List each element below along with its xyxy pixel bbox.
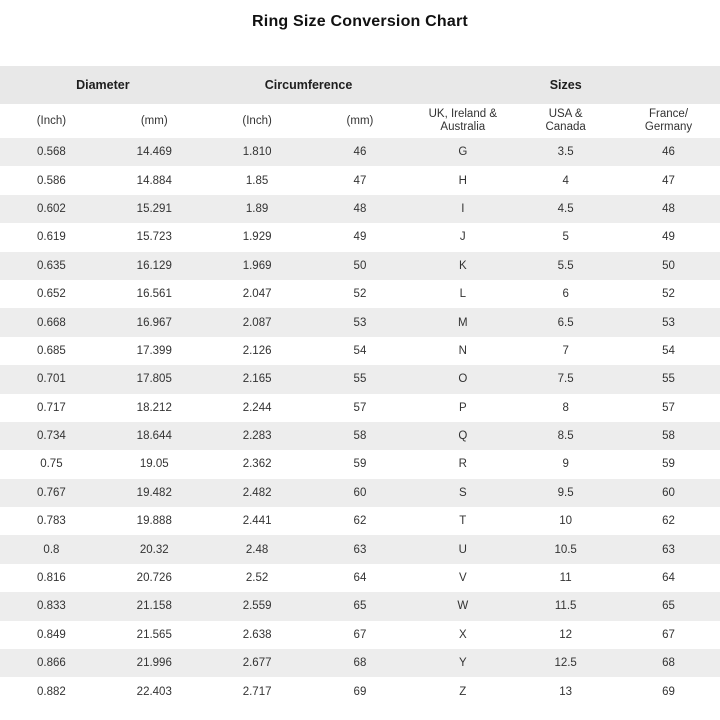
column-header-circumference-inch: (Inch) [206, 104, 309, 138]
table-cell: 21.158 [103, 592, 206, 620]
column-header-circumference-mm: (mm) [309, 104, 412, 138]
table-cell: 0.75 [0, 450, 103, 478]
table-row [0, 592, 720, 620]
table-cell: 0.816 [0, 564, 103, 592]
page-title: Ring Size Conversion Chart [252, 13, 468, 30]
table-cell: 55 [309, 365, 412, 393]
table-cell: 16.967 [103, 308, 206, 336]
table-row [0, 422, 720, 450]
table-row [0, 507, 720, 535]
table-cell: H [411, 166, 514, 194]
table-cell: 0.734 [0, 422, 103, 450]
table-cell: 60 [617, 479, 720, 507]
table-cell: Y [411, 649, 514, 677]
table-cell: 18.644 [103, 422, 206, 450]
table-cell: 0.701 [0, 365, 103, 393]
table-cell: 19.05 [103, 450, 206, 478]
table-cell: 4.5 [514, 195, 617, 223]
table-cell: 2.244 [206, 394, 309, 422]
table-cell: 53 [309, 308, 412, 336]
table-cell: 46 [617, 138, 720, 166]
table-cell: 0.568 [0, 138, 103, 166]
table-cell: 2.559 [206, 592, 309, 620]
table-row [0, 280, 720, 308]
table-cell: 20.32 [103, 535, 206, 563]
table-cell: 2.165 [206, 365, 309, 393]
table-cell: T [411, 507, 514, 535]
table-cell: 21.565 [103, 621, 206, 649]
column-header-diameter-mm: (mm) [103, 104, 206, 138]
table-cell: 64 [617, 564, 720, 592]
table-cell: 68 [617, 649, 720, 677]
table-cell: 59 [309, 450, 412, 478]
table-cell: 2.482 [206, 479, 309, 507]
table-cell: 22.403 [103, 677, 206, 705]
table-cell: 0.8 [0, 535, 103, 563]
table-cell: 0.602 [0, 195, 103, 223]
table-cell: 2.283 [206, 422, 309, 450]
table-cell: 1.85 [206, 166, 309, 194]
table-cell: V [411, 564, 514, 592]
table-cell: 69 [617, 677, 720, 705]
table-cell: N [411, 337, 514, 365]
table-cell: 16.561 [103, 280, 206, 308]
table-row [0, 450, 720, 478]
table-cell: Z [411, 677, 514, 705]
table-cell: 64 [309, 564, 412, 592]
table-row [0, 677, 720, 705]
table-cell: 54 [309, 337, 412, 365]
table-cell: 62 [309, 507, 412, 535]
table-cell: 2.441 [206, 507, 309, 535]
table-cell: 1.929 [206, 223, 309, 251]
table-cell: 1.89 [206, 195, 309, 223]
column-header-uk-ireland-australia: UK, Ireland & Australia [411, 104, 514, 138]
table-cell: U [411, 535, 514, 563]
table-cell: W [411, 592, 514, 620]
table-cell: 48 [309, 195, 412, 223]
table-cell: 0.783 [0, 507, 103, 535]
table-cell: 46 [309, 138, 412, 166]
table-cell: 65 [617, 592, 720, 620]
table-cell: 9.5 [514, 479, 617, 507]
table-row [0, 308, 720, 336]
table-cell: 47 [309, 166, 412, 194]
table-cell: 13 [514, 677, 617, 705]
table-cell: 1.810 [206, 138, 309, 166]
table-cell: 0.767 [0, 479, 103, 507]
table-cell: 15.723 [103, 223, 206, 251]
table-row [0, 252, 720, 280]
table-cell: 19.888 [103, 507, 206, 535]
table-cell: 3.5 [514, 138, 617, 166]
table-cell: 2.677 [206, 649, 309, 677]
column-header-usa-canada: USA & Canada [514, 104, 617, 138]
table-cell: 2.48 [206, 535, 309, 563]
ring-size-conversion-table [0, 66, 720, 706]
table-cell: R [411, 450, 514, 478]
table-cell: 49 [617, 223, 720, 251]
table-cell: 12.5 [514, 649, 617, 677]
table-cell: 0.586 [0, 166, 103, 194]
table-cell: G [411, 138, 514, 166]
table-cell: 48 [617, 195, 720, 223]
table-cell: L [411, 280, 514, 308]
table-cell: 6.5 [514, 308, 617, 336]
table-cell: 0.849 [0, 621, 103, 649]
table-cell: J [411, 223, 514, 251]
table-cell: X [411, 621, 514, 649]
table-cell: 53 [617, 308, 720, 336]
table-row [0, 166, 720, 194]
table-cell: 11 [514, 564, 617, 592]
table-row [0, 337, 720, 365]
table-cell: 14.469 [103, 138, 206, 166]
group-header-diameter: Diameter [0, 66, 206, 104]
table-cell: O [411, 365, 514, 393]
table-cell: 17.805 [103, 365, 206, 393]
table-body [0, 138, 720, 706]
table-cell: 65 [309, 592, 412, 620]
table-cell: 63 [309, 535, 412, 563]
table-cell: 58 [309, 422, 412, 450]
table-row [0, 564, 720, 592]
table-cell: 2.087 [206, 308, 309, 336]
table-cell: 50 [309, 252, 412, 280]
table-cell: 6 [514, 280, 617, 308]
table-cell: 55 [617, 365, 720, 393]
table-cell: 18.212 [103, 394, 206, 422]
table-cell: 49 [309, 223, 412, 251]
table-header [0, 66, 720, 138]
table-cell: 0.619 [0, 223, 103, 251]
table-cell: 15.291 [103, 195, 206, 223]
table-cell: 52 [617, 280, 720, 308]
table-cell: 59 [617, 450, 720, 478]
table-cell: 14.884 [103, 166, 206, 194]
table-row [0, 365, 720, 393]
table-cell: 69 [309, 677, 412, 705]
group-header-sizes: Sizes [411, 66, 720, 104]
table-cell: 7 [514, 337, 617, 365]
table-cell: 2.047 [206, 280, 309, 308]
table-cell: 19.482 [103, 479, 206, 507]
table-cell: 68 [309, 649, 412, 677]
table-cell: 2.52 [206, 564, 309, 592]
table-cell: 8 [514, 394, 617, 422]
table-row [0, 621, 720, 649]
table-row [0, 479, 720, 507]
table-cell: 11.5 [514, 592, 617, 620]
table-cell: 1.969 [206, 252, 309, 280]
table-row [0, 649, 720, 677]
table-cell: S [411, 479, 514, 507]
table-cell: 0.652 [0, 280, 103, 308]
group-header-circumference: Circumference [206, 66, 412, 104]
table-cell: 4 [514, 166, 617, 194]
column-header-row [0, 104, 720, 138]
table-cell: P [411, 394, 514, 422]
table-cell: 0.635 [0, 252, 103, 280]
table-cell: 2.126 [206, 337, 309, 365]
table-cell: 58 [617, 422, 720, 450]
table-row [0, 535, 720, 563]
table-cell: 10.5 [514, 535, 617, 563]
table-cell: 9 [514, 450, 617, 478]
table-cell: 2.717 [206, 677, 309, 705]
table-cell: K [411, 252, 514, 280]
group-header-row [0, 66, 720, 104]
column-header-france-germany: France/ Germany [617, 104, 720, 138]
table-cell: 62 [617, 507, 720, 535]
table-cell: 0.866 [0, 649, 103, 677]
table-cell: 12 [514, 621, 617, 649]
table-cell: 60 [309, 479, 412, 507]
table-row [0, 394, 720, 422]
table-cell: 7.5 [514, 365, 617, 393]
table-cell: 2.638 [206, 621, 309, 649]
table-cell: 0.668 [0, 308, 103, 336]
table-cell: 5 [514, 223, 617, 251]
table-cell: 21.996 [103, 649, 206, 677]
table-cell: M [411, 308, 514, 336]
table-cell: 0.717 [0, 394, 103, 422]
table-cell: 5.5 [514, 252, 617, 280]
table-cell: I [411, 195, 514, 223]
table-cell: 67 [309, 621, 412, 649]
table-cell: 47 [617, 166, 720, 194]
table-cell: 16.129 [103, 252, 206, 280]
table-row [0, 138, 720, 166]
table-row [0, 223, 720, 251]
table-cell: 50 [617, 252, 720, 280]
table-cell: 0.833 [0, 592, 103, 620]
table-cell: 52 [309, 280, 412, 308]
table-cell: 54 [617, 337, 720, 365]
table-cell: 57 [617, 394, 720, 422]
table-cell: 0.882 [0, 677, 103, 705]
table-cell: 67 [617, 621, 720, 649]
table-cell: 20.726 [103, 564, 206, 592]
table-cell: 0.685 [0, 337, 103, 365]
table-cell: 63 [617, 535, 720, 563]
table-cell: Q [411, 422, 514, 450]
table-cell: 10 [514, 507, 617, 535]
table-cell: 2.362 [206, 450, 309, 478]
table-cell: 17.399 [103, 337, 206, 365]
column-header-diameter-inch: (Inch) [0, 104, 103, 138]
table-cell: 8.5 [514, 422, 617, 450]
table-cell: 57 [309, 394, 412, 422]
table-row [0, 195, 720, 223]
